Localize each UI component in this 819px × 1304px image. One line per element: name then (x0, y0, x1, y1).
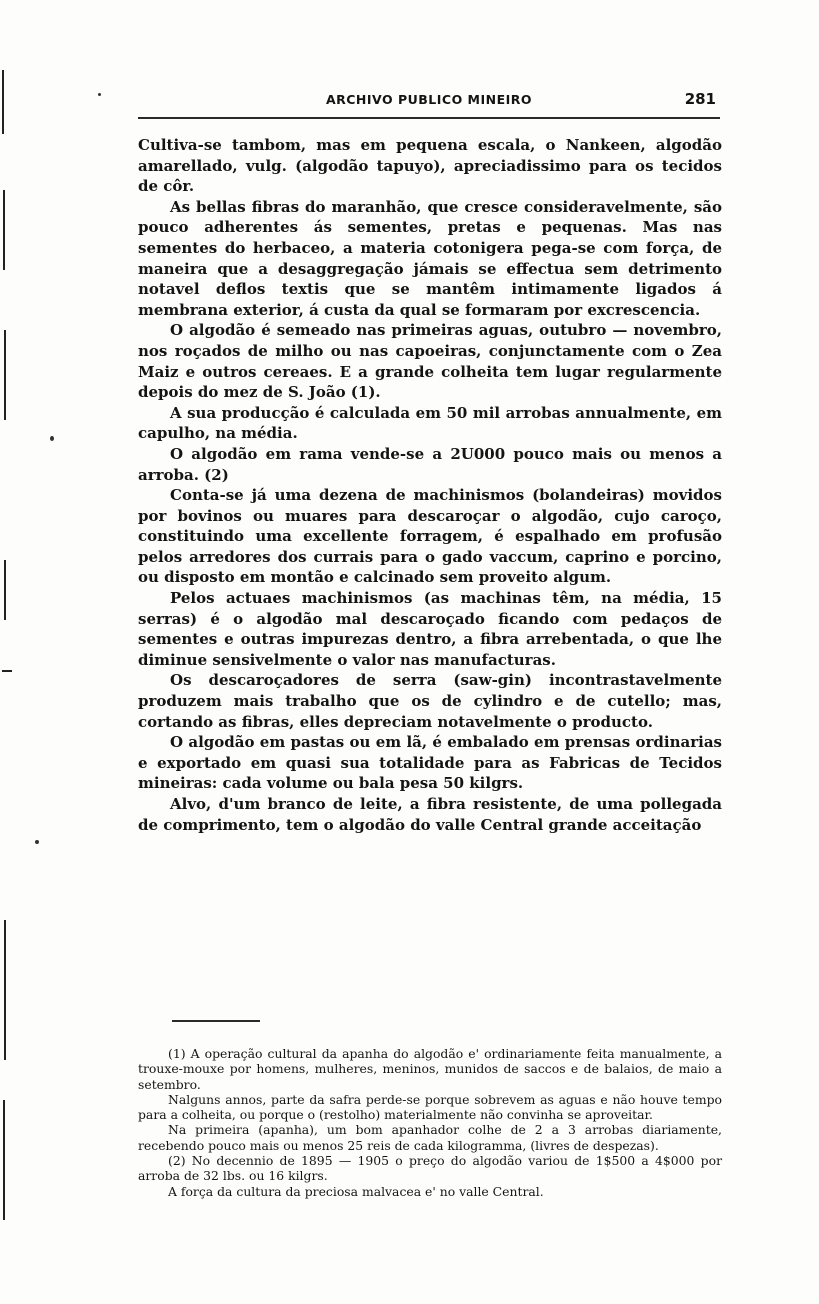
paragraph: Pelos actuaes machinismos (as machinas têm, na média, 15 serras) é o algodão mal descaroçado ficando com pedaços de sementes e outras impurezas dentro, a fibra arrebentada, o que lhe diminue sensivelmente o valor nas manufacturas. (138, 589, 722, 669)
running-header (138, 88, 720, 112)
scan-speck (98, 93, 101, 96)
footnote: (2) No decennio de 1895 — 1905 o preço do algodão variou de 1$500 a 4$000 por arroba de 32 lbs. ou 16 kilgrs. (138, 1153, 722, 1184)
scan-speck (35, 840, 39, 844)
footnote: A força da cultura da preciosa malvacea e' no valle Central. (168, 1183, 544, 1199)
footnote: Na primeira (apanha), um bom apanhador colhe de 2 a 3 arrobas diariamente, recebendo pouco mais ou menos 25 reis de cada kilogramma, (livres de despezas). (138, 1122, 722, 1153)
scan-margin-mark (4, 920, 6, 1060)
paragraph: A sua producção é calculada em 50 mil arrobas annualmente, em capulho, na média. (138, 403, 722, 443)
paragraph: Cultiva-se tambom, mas em pequena escala, o Nankeen, algodão amarellado, vulg. (algodão tapuyo), apreciadissimo para os tecidos de côr. (138, 136, 722, 196)
paragraph: Alvo, d'um branco de leite, a fibra resistente, de uma pollegada de comprimento, tem o algodão do valle Central grande acceitação (138, 795, 722, 834)
footnote: Nalguns annos, parte da safra perde-se porque sobrevem as aguas e não houve tempo para a colheita, ou porque o (restolho) materialmente não convinha se aproveitar. (138, 1091, 722, 1123)
scan-margin-mark (4, 560, 6, 620)
paragraph: As bellas fibras do maranhão, que cresce consideravelmente, são pouco adherentes ás sementes, pretas e pequenas. Mas nas sementes do herbaceo, a materia cotonigera pega-se com força, de maneira que a desaggregação jámais se effectua sem detrimento notavel deflos textis que se mantêm intimamente ligados á membrana exterior, á custa da qual se formaram por excrescencia. (138, 197, 722, 319)
scan-margin-mark (2, 670, 12, 672)
footnote: (1) A operação cultural da apanha do algodão e' ordinariamente feita manualmente, a trouxe-mouxe por homens, mulheres, meninos, munidos de saccos e de balaios, de maio a setembro. (138, 1046, 722, 1092)
scan-margin-mark (3, 190, 5, 270)
scan-speck (50, 436, 54, 441)
paragraph: O algodão é semeado nas primeiras aguas, outubro — novembro, nos roçados de milho ou nas capoeiras, conjunctamente com o Zea Maiz e outros cereaes. E a grande colheita tem lugar regularmente depois do mez de S. João (1). (138, 321, 722, 402)
footnotes (138, 1046, 722, 1199)
scan-margin-mark (2, 70, 4, 134)
scan-margin-mark (3, 1100, 5, 1220)
header-title: ARCHIVO PUBLICO MINEIRO (325, 92, 533, 107)
header-rule (138, 117, 720, 119)
scan-margin-mark (4, 330, 6, 420)
paragraph: O algodão em pastas ou em lã, é embalado em prensas ordinarias e exportado em quasi sua totalidade para as Fabricas de Tecidos mineiras: cada volume ou bala pesa 50 kilgrs. (138, 733, 722, 793)
paragraph: O algodão em rama vende-se a 2U000 pouco mais ou menos a arroba. (2) (138, 444, 722, 484)
paragraph: Conta-se já uma dezena de machinismos (bolandeiras) movidos por bovinos ou muares para descaroçar o algodão, cujo caroço, constituindo uma excellente forragem, é espalhado em profusão pelos arredores dos currais para o gado vaccum, caprino e porcino, ou disposto em montão e calcinado sem proveito algum. (138, 486, 722, 587)
page-number: 281 (684, 90, 716, 108)
footnote-rule (172, 1020, 260, 1022)
paragraph: Os descaroçadores de serra (saw-gin) incontrastavelmente produzem mais trabalho que os de cylindro e de cutello; mas, cortando as fibras, elles depreciam notavelmente o producto. (138, 671, 722, 731)
body-text (138, 135, 722, 835)
